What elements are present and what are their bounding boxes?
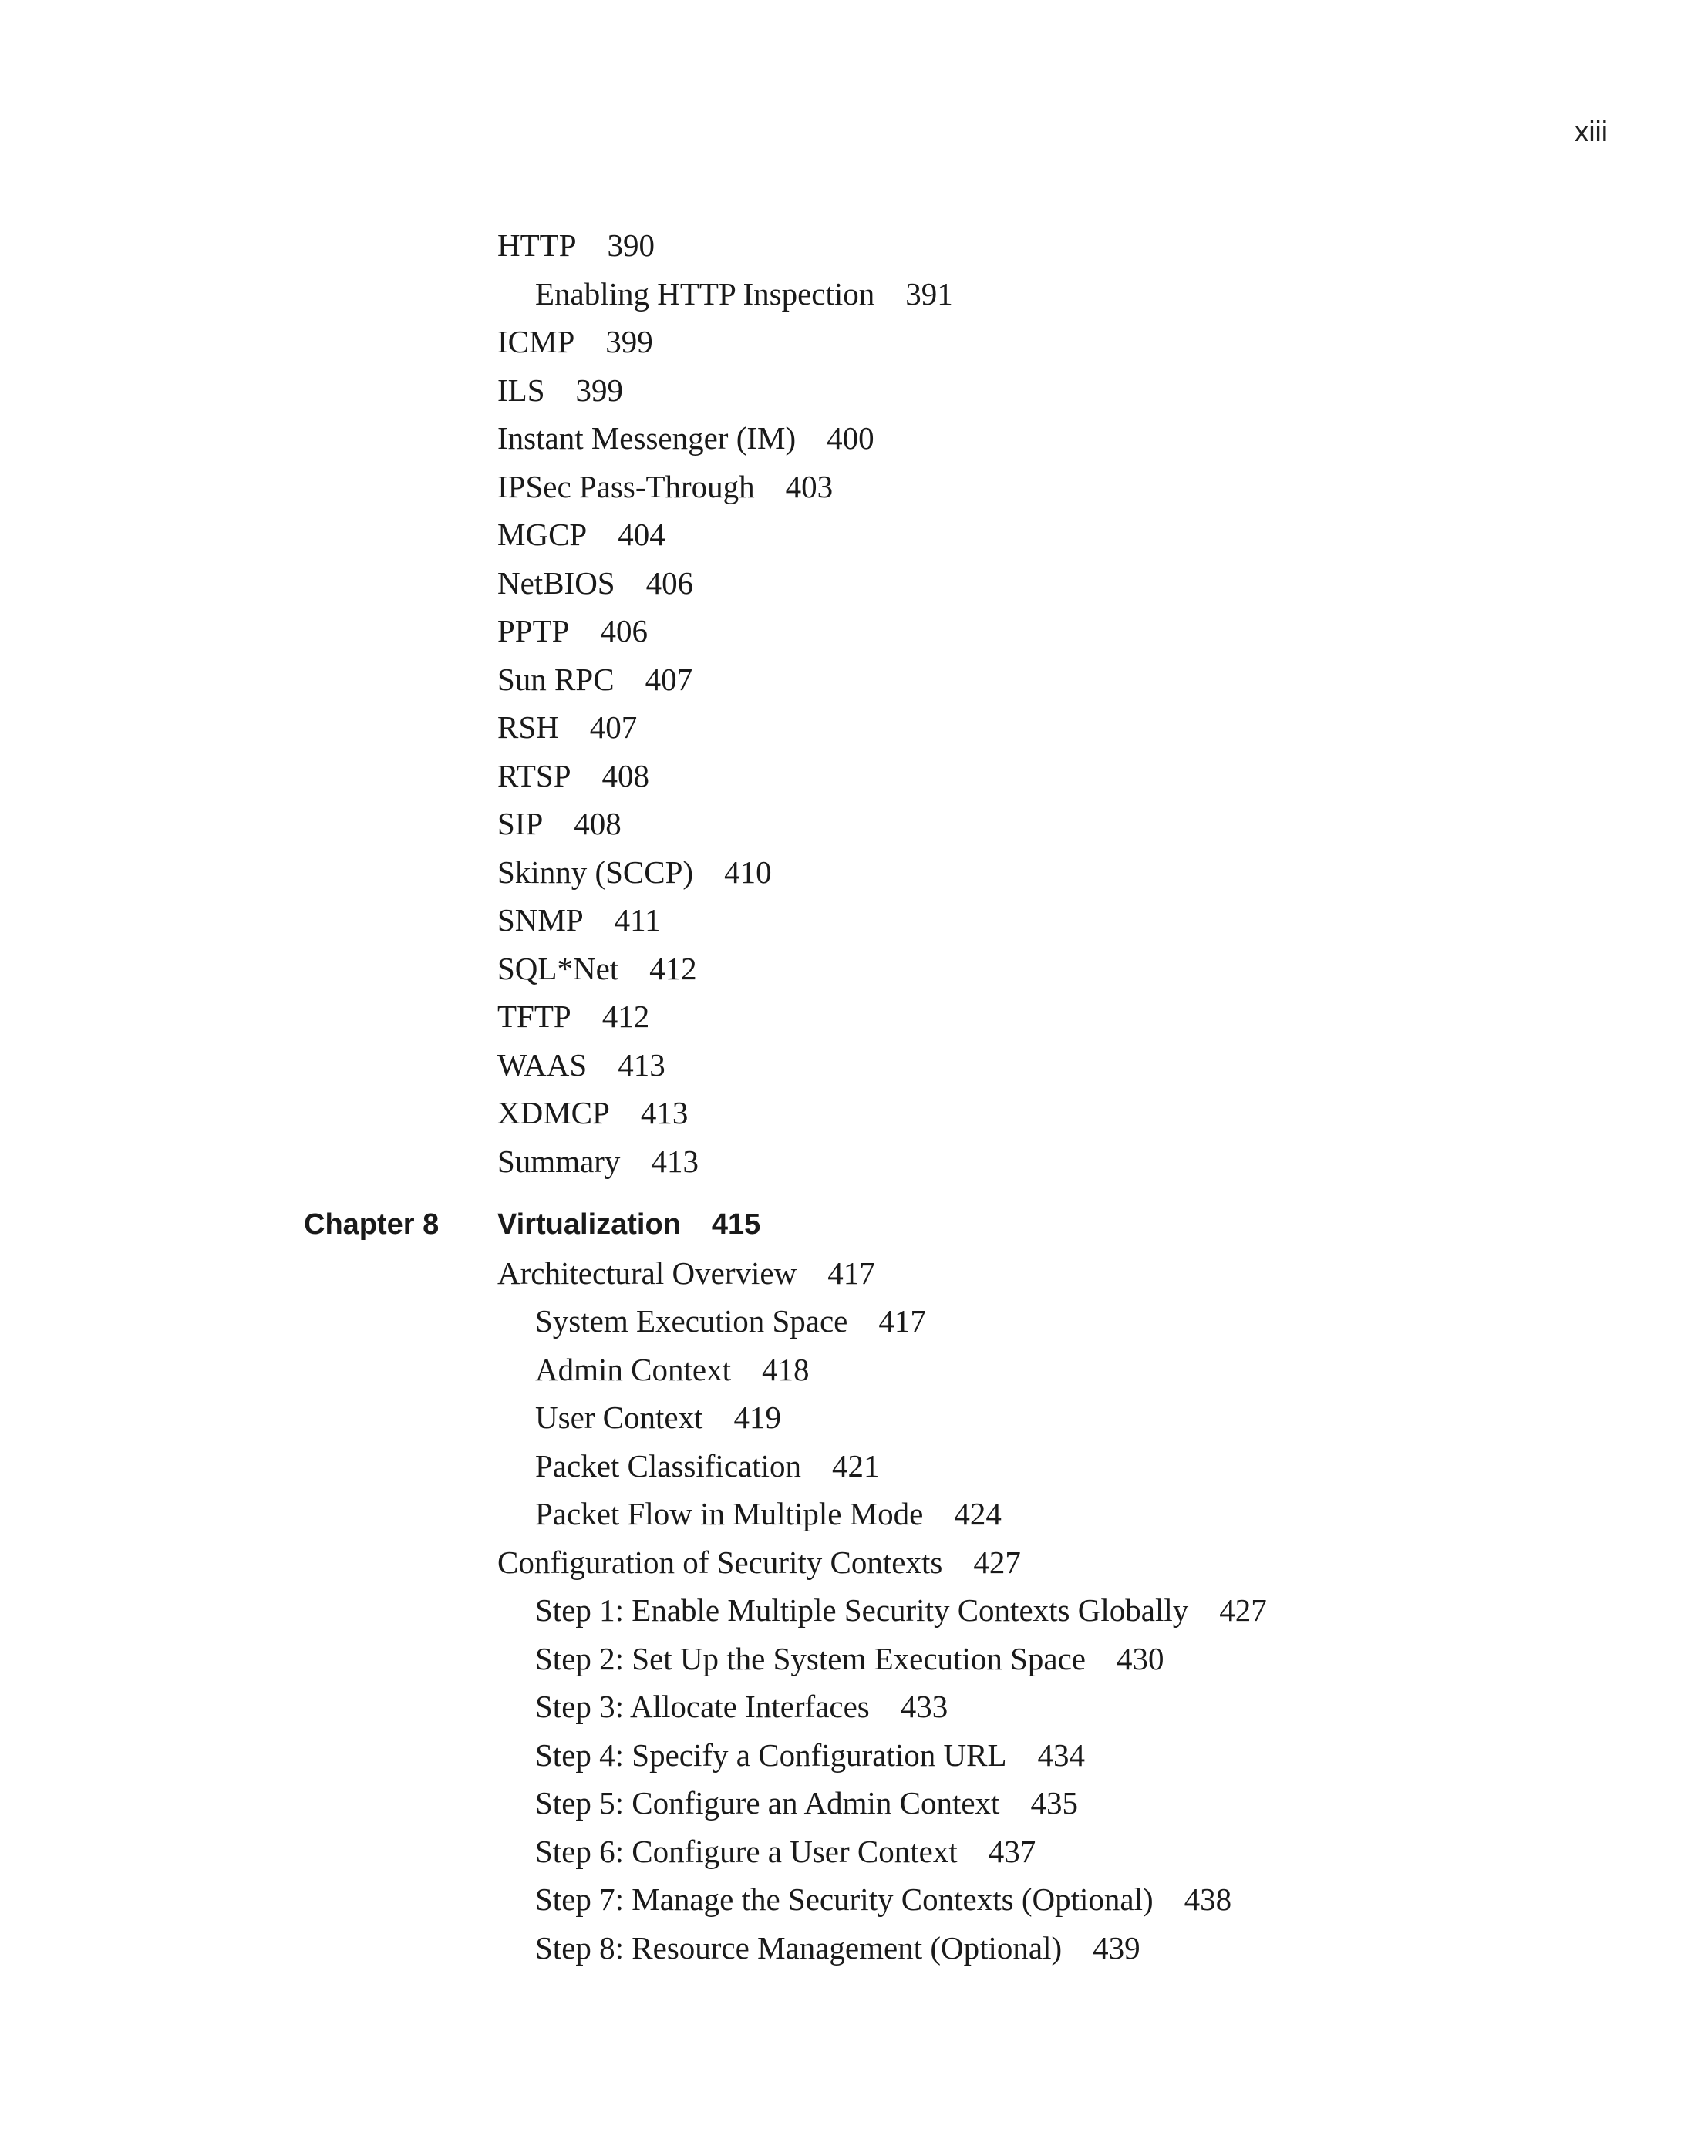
toc-entry-page: 400 <box>827 420 874 456</box>
toc-entry[interactable] <box>535 1490 1002 1538</box>
toc-entry-page: 417 <box>827 1255 875 1291</box>
toc-entry[interactable] <box>535 1924 1140 1972</box>
toc-entry-page: 412 <box>601 999 650 1034</box>
toc-entry[interactable] <box>497 607 648 655</box>
toc-entry[interactable] <box>535 1828 1036 1875</box>
toc-entry-page: 437 <box>988 1834 1036 1869</box>
toc-entry-title: User Context <box>535 1400 703 1435</box>
toc-entry-title: Summary <box>497 1144 621 1179</box>
toc-entry-page: 419 <box>733 1400 781 1435</box>
toc-entry-title: Step 8: Resource Management (Optional) <box>535 1930 1063 1966</box>
toc-entry-title: TFTP <box>497 999 571 1034</box>
toc-entry-title: Step 4: Specify a Configuration URL <box>535 1737 1007 1773</box>
toc-entry-page: 435 <box>1030 1785 1078 1821</box>
toc-entry-page: 413 <box>618 1047 665 1083</box>
chapter-title-entry[interactable] <box>497 1201 760 1248</box>
toc-entry[interactable] <box>497 655 692 703</box>
toc-entry[interactable] <box>535 1683 948 1730</box>
toc-entry-title: NetBIOS <box>497 565 615 601</box>
toc-entry-page: 399 <box>605 324 653 359</box>
toc-entry-page: 427 <box>1219 1592 1267 1628</box>
toc-entry[interactable] <box>497 992 649 1040</box>
toc-entry[interactable] <box>535 1442 880 1490</box>
toc-entry-title: WAAS <box>497 1047 588 1083</box>
toc-entry-page: 408 <box>574 806 622 841</box>
chapter-title: Virtualization <box>497 1208 681 1241</box>
toc-entry[interactable] <box>497 414 874 462</box>
toc-entry[interactable] <box>535 1586 1267 1634</box>
toc-entry-title: MGCP <box>497 517 588 552</box>
toc-entry[interactable] <box>497 221 655 269</box>
toc-entry[interactable] <box>497 703 637 751</box>
toc-entry-title: Architectural Overview <box>497 1255 797 1291</box>
toc-entry-page: 434 <box>1037 1737 1085 1773</box>
toc-entry-title: PPTP <box>497 613 570 648</box>
toc-entry[interactable] <box>497 945 697 992</box>
toc-entry-page: 407 <box>589 709 638 745</box>
toc-entry-page: 408 <box>601 758 650 793</box>
chapter-page: 415 <box>711 1208 761 1241</box>
toc-entry-page: 410 <box>724 854 772 890</box>
toc-entry[interactable] <box>497 559 693 607</box>
toc-entry-title: IPSec Pass-Through <box>497 469 755 504</box>
toc-entry-title: Instant Messenger (IM) <box>497 420 797 456</box>
toc-entry-title: Step 2: Set Up the System Execution Space <box>535 1641 1086 1676</box>
toc-entry-title: Sun RPC <box>497 662 615 697</box>
toc-entry-title: Skinny (SCCP) <box>497 854 694 890</box>
toc-entry-title: HTTP <box>497 227 577 263</box>
toc-entry[interactable] <box>497 848 772 896</box>
toc-entry[interactable] <box>497 1538 1021 1586</box>
toc-entry-page: 438 <box>1184 1881 1232 1917</box>
toc-entry-page: 390 <box>607 227 655 263</box>
page-number: xiii <box>1574 116 1608 147</box>
toc-entry-page: 404 <box>618 517 665 552</box>
toc-entry-title: Configuration of Security Contexts <box>497 1545 943 1580</box>
toc-entry-title: Step 7: Manage the Security Contexts (Optional) <box>535 1881 1154 1917</box>
toc-entry-title: XDMCP <box>497 1095 610 1130</box>
toc-entry[interactable] <box>497 752 649 800</box>
toc-entry-page: 427 <box>973 1545 1021 1580</box>
toc-entry-title: RSH <box>497 709 559 745</box>
toc-entry-page: 407 <box>645 662 693 697</box>
toc-entry[interactable] <box>535 1779 1078 1827</box>
toc-entry-title: RTSP <box>497 758 571 793</box>
toc-entry-title: Admin Context <box>535 1352 731 1387</box>
toc-entry-title: SQL*Net <box>497 951 619 986</box>
toc-entry[interactable] <box>497 1137 699 1185</box>
toc-entry[interactable] <box>535 1346 809 1393</box>
toc-entry-page: 417 <box>878 1303 926 1339</box>
toc-entry-title: SIP <box>497 806 544 841</box>
toc-entry-page: 406 <box>645 565 694 601</box>
toc-entry-title: Packet Flow in Multiple Mode <box>535 1496 924 1531</box>
toc-entry-title: Step 3: Allocate Interfaces <box>535 1689 870 1724</box>
toc-entry-title: Step 6: Configure a User Context <box>535 1834 958 1869</box>
toc-entry[interactable] <box>535 1875 1231 1923</box>
toc-entry-title: Enabling HTTP Inspection <box>535 276 875 312</box>
toc-entry-title: Packet Classification <box>535 1448 801 1484</box>
toc-entry[interactable] <box>497 366 623 414</box>
toc-entry[interactable] <box>497 1249 875 1297</box>
toc-entry[interactable] <box>535 1393 781 1441</box>
toc-entry[interactable] <box>497 510 665 558</box>
toc-entry-page: 406 <box>600 613 648 648</box>
toc-entry[interactable] <box>535 1297 926 1345</box>
toc-entry-title: System Execution Space <box>535 1303 848 1339</box>
toc-entry[interactable] <box>497 318 653 366</box>
toc-entry-page: 418 <box>761 1352 810 1387</box>
toc-entry-page: 413 <box>651 1144 699 1179</box>
toc-entry[interactable] <box>497 800 622 847</box>
toc-entry-page: 430 <box>1116 1641 1164 1676</box>
toc-entry-title: ICMP <box>497 324 575 359</box>
toc-entry-page: 413 <box>640 1095 689 1130</box>
toc-entry-page: 391 <box>905 276 953 312</box>
toc-entry-title: Step 5: Configure an Admin Context <box>535 1785 1000 1821</box>
toc-entry-title: Step 1: Enable Multiple Security Contexts Globally <box>535 1592 1189 1628</box>
toc-entry-page: 421 <box>832 1448 880 1484</box>
toc-entry-title: ILS <box>497 372 545 408</box>
toc-entry[interactable] <box>535 270 953 318</box>
chapter-label: Chapter 8 <box>304 1208 440 1241</box>
toc-entry-page: 411 <box>614 902 661 938</box>
toc-entry[interactable] <box>497 463 833 510</box>
toc-entry-page: 439 <box>1093 1930 1140 1966</box>
toc-entry-page: 424 <box>954 1496 1002 1531</box>
toc-entry[interactable] <box>497 1041 665 1089</box>
toc-entry[interactable] <box>535 1731 1085 1779</box>
toc-entry-page: 412 <box>649 951 697 986</box>
toc-entry[interactable] <box>497 1089 688 1137</box>
toc-entry-title: SNMP <box>497 902 584 938</box>
toc-entry[interactable] <box>535 1635 1164 1683</box>
toc-entry-page: 399 <box>575 372 623 408</box>
toc-entry-page: 403 <box>785 469 834 504</box>
toc-entry[interactable] <box>497 896 661 944</box>
toc-entry-page: 433 <box>900 1689 948 1724</box>
